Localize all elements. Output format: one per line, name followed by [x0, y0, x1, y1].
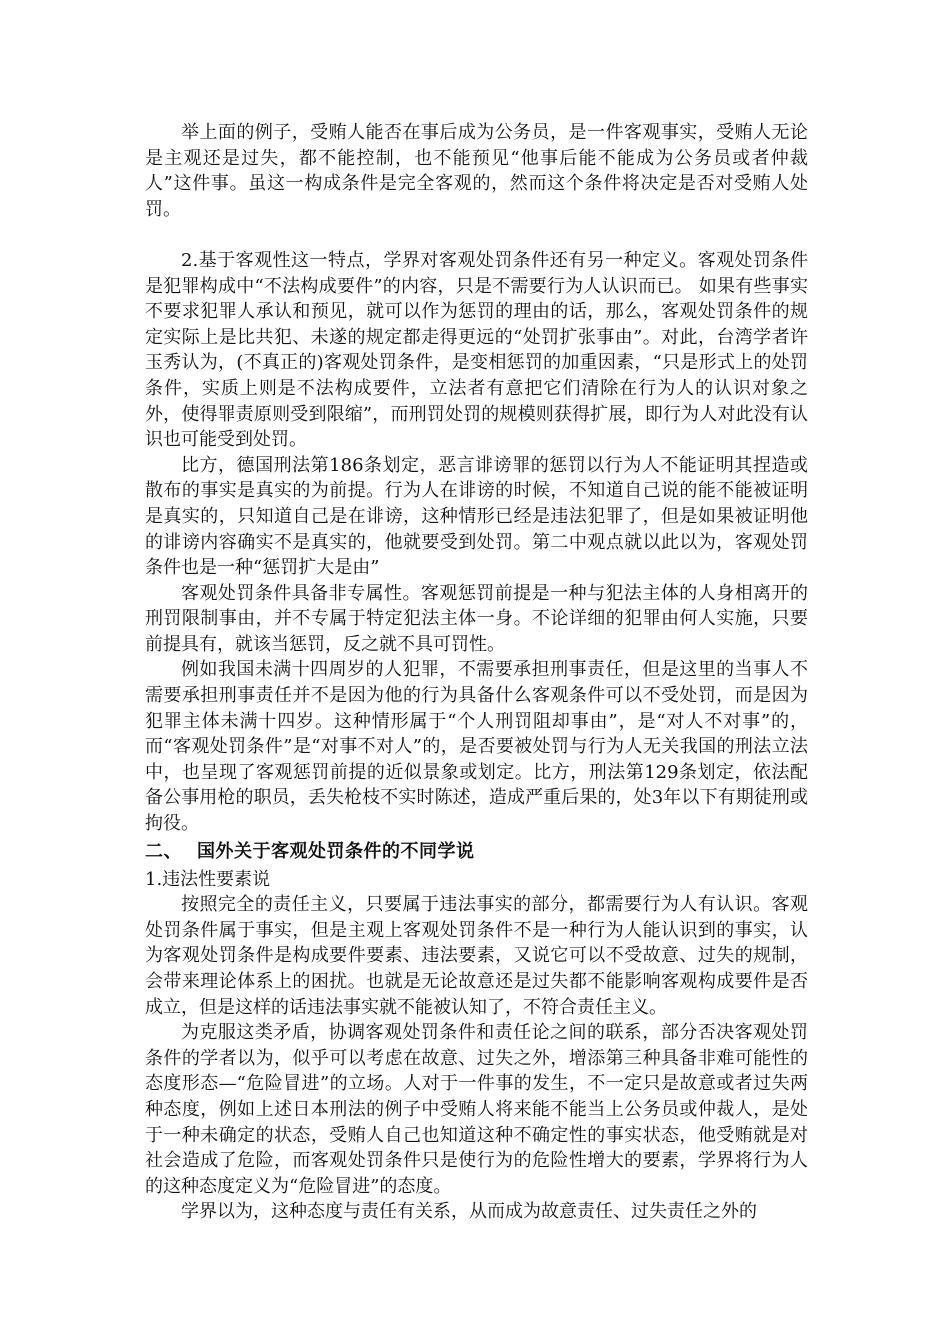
section-title: 国外关于客观处罚条件的不同学说	[197, 840, 475, 862]
paragraph-bribery-example: 举上面的例子，受贿人能否在事后成为公务员，是一件客观事实，受贿人无论是主观还是过失，都不能控制，也不能预见“他事后能不能成为公务员或者仲裁人”这件事。虽这一构成条件是完全客观的，然而这个条件将决定是否对受贿人处罚。	[145, 122, 808, 220]
subsection-heading: 1.违法性要素说	[145, 868, 271, 890]
paragraph-responsibility-principle: 按照完全的责任主义，只要属于违法事实的部分，都需要行为人有认识。客观处罚条件属于事实，但是主观上客观处罚条件不是一种行为人能认识到的事实，认为客观处罚条件是构成要件要素、违法要素，又说它可以不受故意、过失的规制，会带来理论体系上的困扰。也就是无论故意还是过失都不能影响客观构成要件是否成立，但是这样的话违法事实就不能被认知了，不符合责任主义。	[145, 894, 808, 1018]
document-body	[145, 120, 808, 1225]
section-heading	[145, 837, 808, 867]
paragraph-definition-two: 2.基于客观性这一特点，学界对客观处罚条件还有另一种定义。客观处罚条件是犯罪构成中“不法构成要件”的内容，只是不需要行为人认识而已。 如果有些事实不要求犯罪人承认和预见，就可以作为惩罚的理由的话，那么，客观处罚条件的规定实际上是比共犯、未遂的规定都走得更远的“处罚扩张事由”。对此，台湾学者许玉秀认为，(不真正的)客观处罚条件，是变相惩罚的加重因素，“只是形式上的处罚条件，实质上则是不法构成要件，立法者有意把它们清除在行为人的认识对象之外，使得罪责原则受到限缩”，而刑罚处罚的规模则获得扩展，即行为人对此没有认识也可能受到处罚。	[145, 249, 808, 451]
paragraph-academic-view: 学界以为，这种态度与责任有关系，从而成为故意责任、过失责任之外的	[181, 1201, 757, 1223]
paragraph-german-law-example: 比方，德国刑法第186条划定，恶言诽谤罪的惩罚以行为人不能证明其捏造或散布的事实是真实的为前提。行为人在诽谤的时候，不知道自己说的能不能被证明是真实的，只知道自己是在诽谤，这种情形已经是违法犯罪了，但是如果被证明他的诽谤内容确实不是真实的，他就要受到处罚。第二中观点就以此以为，客观处罚条件也是一种“惩罚扩大是由”	[145, 454, 808, 579]
section-number: 二、	[145, 840, 182, 862]
paragraph-china-example: 例如我国未满十四周岁的人犯罪，不需要承担刑事责任，但是这里的当事人不需要承担刑事责任并不是因为他的行为具备什么客观条件可以不受处罚，而是因为犯罪主体未满十四岁。这种情形属于“个人刑罚阻却事由”，是“对人不对事”的，而“客观处罚条件”是“对事不对人”的，是否要被处罚与行为人无关我国的刑法立法中，也呈现了客观惩罚前提的近似景象或划定。比方，刑法第129条划定，依法配备公事用枪的职员，丢失枪枝不实时陈述，造成严重后果的，处3年以下有期徒刑或拘役。	[145, 659, 808, 835]
paragraph-risk-taking: 为克服这类矛盾，协调客观处罚条件和责任论之间的联系，部分否决客观处罚条件的学者以为，似乎可以考虑在故意、过失之外，增添第三种具备非难可能性的态度形态—“危险冒进”的立场。人对于一件事的发生，不一定只是故意或者过失两种态度，例如上述日本刑法的例子中受贿人将来能不能当上公务员或仲裁人，是处于一种未确定的状态，受贿人自己也知道这种不确定性的事实状态，他受贿就是对社会造成了危险，而客观处罚条件只是使行为的危险性增大的要素，学界将行为人的这种态度定义为“危险冒进”的态度。	[145, 1022, 808, 1197]
paragraph-non-exclusivity: 客观处罚条件具备非专属性。客观惩罚前提是一种与犯法主体的人身相离开的刑罚限制事由，并不专属于特定犯法主体一身。不论详细的犯罪由何人实施，只要前提具有，就该当惩罚，反之就不具可罚性。	[145, 582, 808, 655]
